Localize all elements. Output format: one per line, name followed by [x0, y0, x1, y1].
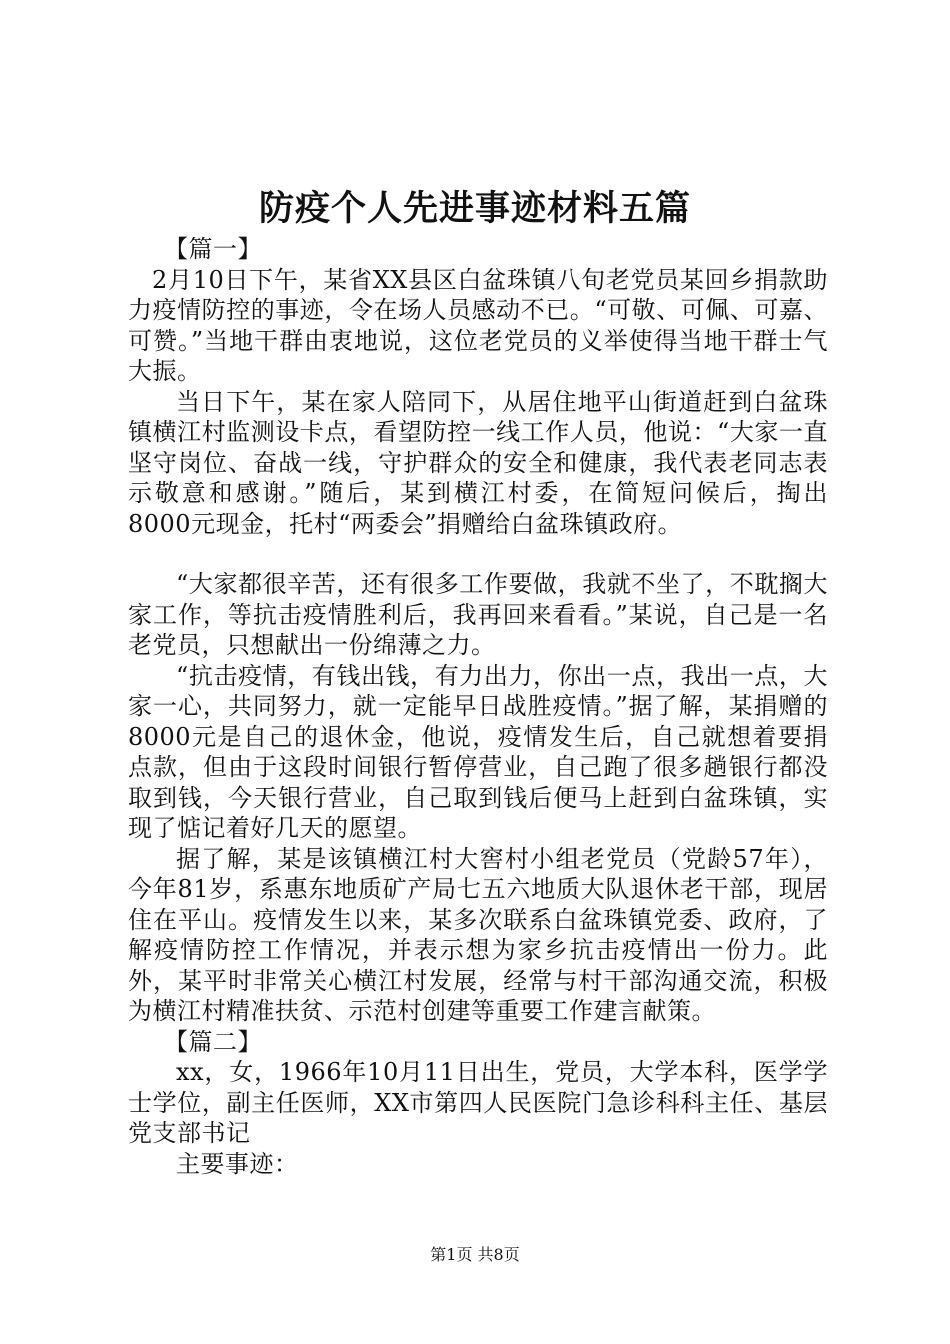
paragraph: “抗击疫情，有钱出钱，有力出力，你出一点，我出一点，大家一心，共同努力，就一定能早日战胜疫情。”据了解，某捐赠的8000元是自己的退休金，他说，疫情发生后，自己就想着要捐点款，但由于这段时间银行暂停营业，自己跑了很多趟银行都没取到钱，今天银行营业，自己取到钱后便马上赶到白盆珠镇，实现了惦记着好几天的愿望。: [128, 661, 828, 842]
paragraph: 据了解，某是该镇横江村大窖村小组老党员（党龄57年），今年81岁，系惠东地质矿产局七五六地质大队退休老干部，现居住在平山。疫情发生以来，某多次联系白盆珠镇党委、政府，了解疫情防控工作情况，并表示想为家乡抗击疫情出一份力。此外，某平时非常关心横江村发展，经常与村干部沟通交流，积极为横江村精准扶贫、示范村创建等重要工作建言献策。: [128, 844, 828, 1025]
section-heading-2: 【篇二】: [164, 1027, 262, 1056]
document-body: [128, 234, 828, 1179]
paragraph: 当日下午，某在家人陪同下，从居住地平山街道赶到白盆珠镇横江村监测设卡点，看望防控一线工作人员，他说：“大家一直坚守岗位、奋战一线，守护群众的安全和健康，我代表老同志表示敬意和感谢。”随后，某到横江村委，在简短问候后，掏出8000元现金，托村“两委会”捐赠给白盆珠镇政府。: [128, 387, 828, 538]
paragraph: xx，女，1966年10月11日出生，党员，大学本科，医学学士学位，副主任医师，XX市第四人民医院门急诊科科主任、基层党支部书记: [128, 1058, 828, 1147]
page-footer: 第1页 共8页: [430, 1245, 520, 1264]
paragraph: 2月10日下午，某省XX县区白盆珠镇八旬老党员某回乡捐款助力疫情防控的事迹，令在场人员感动不已。“可敬、可佩、可嘉、可赞。”当地干群由衷地说，这位老党员的义举使得当地干群士气大振。: [128, 265, 828, 385]
paragraph-spacer: [128, 539, 828, 569]
document-title: 防疫个人先进事迹材料五篇: [258, 188, 691, 229]
paragraph: 主要事迹：: [176, 1149, 299, 1178]
paragraph: “大家都很辛苦，还有很多工作要做，我就不坐了，不耽搁大家工作，等抗击疫情胜利后，我再回来看看。”某说，自己是一名老党员，只想献出一份绵薄之力。: [128, 570, 828, 659]
section-heading-1: 【篇一】: [164, 235, 262, 263]
